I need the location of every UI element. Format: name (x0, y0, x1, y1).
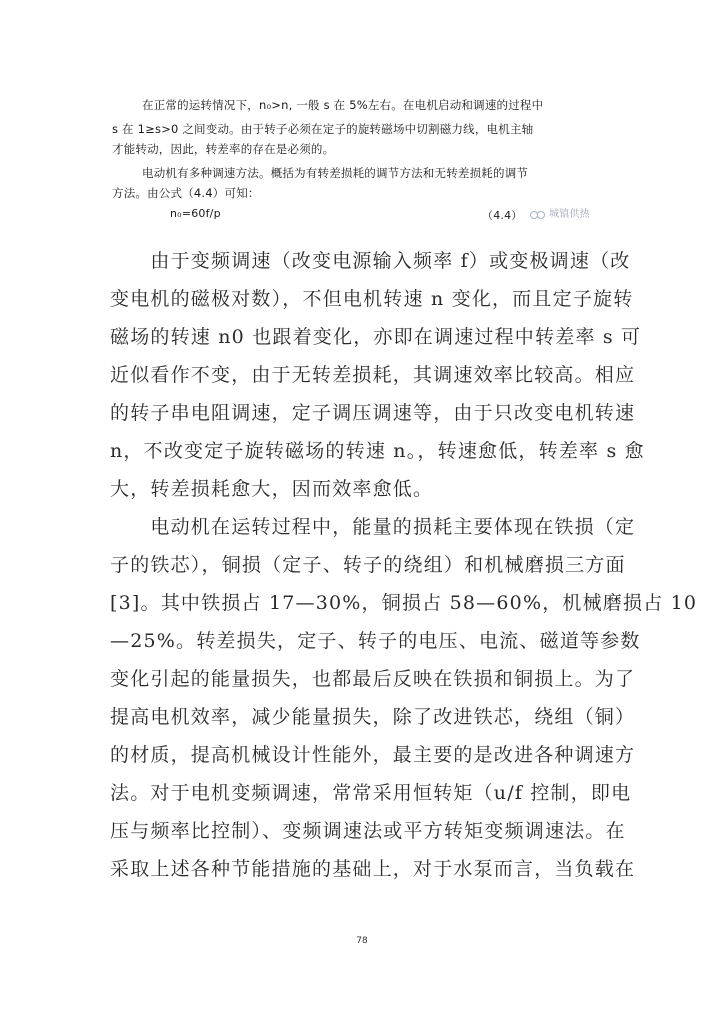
body-line-2: 变电机的磁极对数），不但电机转速 n 变化，而且定子旋转 (110, 288, 634, 310)
body-line-5: 的转子串电阻调速，定子调压调速等，由于只改变电机转速 (110, 402, 636, 424)
excerpt-line-2: s 在 1≥s>0 之间变动。由于转子必须在定子的旋转磁场中切割磁力线，电机主轴 (112, 122, 534, 136)
watermark-icon (530, 210, 546, 219)
excerpt-formula: n₀=60f/p (170, 207, 221, 220)
body-line-3: 磁场的转速 n0 也跟着变化，亦即在调速过程中转差率 s 可 (110, 326, 642, 348)
body-line-13: 提高电机效率，减少能量损失，除了改进铁芯，绕组（铜） (110, 706, 636, 728)
excerpt-line-3: 才能转动，因此，转差率的存在是必须的。 (112, 142, 335, 156)
body-line-7: 大，转差损耗愈大，因而效率愈低。 (110, 478, 434, 500)
page-number: 78 (356, 936, 368, 946)
body-line-12: 变化引起的能量损失，也都最后反映在铁损和铜损上。为了 (110, 668, 636, 690)
body-line-11: —25%。转差损失，定子、转子的电压、电流、磁道等参数 (110, 630, 641, 652)
excerpt-line-1: 在正常的运转情况下，n₀>n, 一般 s 在 5%左右。在电机启动和调速的过程中 (142, 98, 544, 112)
watermark-logo (530, 205, 590, 220)
scanned-excerpt (112, 94, 622, 224)
body-line-17: 采取上述各种节能措施的基础上，对于水泵而言，当负载在 (110, 858, 636, 880)
body-line-15: 法。对于电机变频调速，常常采用恒转矩（u/f 控制，即电 (110, 782, 632, 804)
body-text (110, 242, 698, 888)
excerpt-line-5: 方法。由公式（4.4）可知： (112, 186, 260, 200)
body-line-14: 的材质，提高机械设计性能外，最主要的是改进各种调速方 (110, 744, 636, 766)
body-line-4: 近似看作不变，由于无转差损耗，其调速效率比较高。相应 (110, 364, 636, 386)
body-line-16: 压与频率比控制）、变频调速法或平方转矩变频调速法。在 (110, 820, 626, 842)
body-line-1: 由于变频调速（改变电源输入频率 f）或变极调速（改 (110, 250, 631, 272)
body-line-9: 子的铁芯），铜损（定子、转子的绕组）和机械磨损三方面 (110, 554, 626, 576)
excerpt-equation-number: （4.4） (482, 209, 523, 222)
body-line-10: [3]。其中铁损占 17—30%，铜损占 58—60%，机械磨损占 10 (110, 592, 698, 614)
excerpt-line-4: 电动机有多种调速方法。概括为有转差损耗的调节方法和无转差损耗的调节 (142, 166, 529, 180)
body-line-6: n，不改变定子旋转磁场的转速 n。，转速愈低，转差率 s 愈 (110, 440, 645, 462)
watermark-text: 城镇供热 (549, 209, 590, 220)
body-line-8: 电动机在运转过程中，能量的损耗主要体现在铁损（定 (110, 516, 636, 538)
